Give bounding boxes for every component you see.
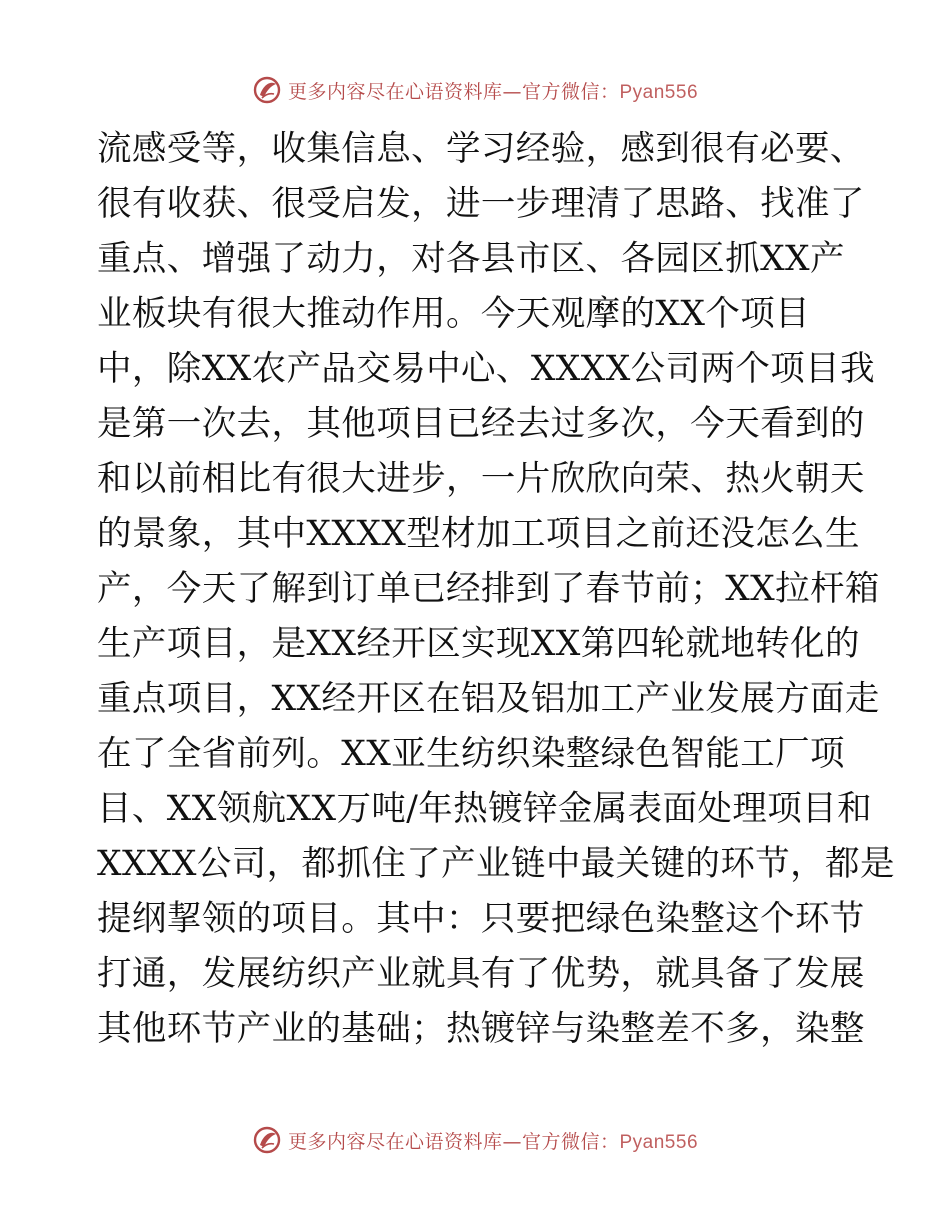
body-line: 业板块有很大推动作用。今天观摩的XX个项目 [97, 294, 811, 334]
body-line: 生产项目，是XX经开区实现XX第四轮就地转化的 [97, 624, 860, 664]
body-line: 重点、增强了动力，对各县市区、各园区抓XX产 [97, 239, 845, 279]
body-line: 的景象，其中XXXX型材加工项目之前还没怎么生 [97, 514, 860, 554]
body-line: 和以前相比有很大进步，一片欣欣向荣、热火朝天 [97, 459, 865, 499]
body-line: 打通，发展纺织产业就具有了优势，就具备了发展 [97, 954, 865, 994]
body-line: 产，今天了解到订单已经排到了春节前；XX拉杆箱 [97, 569, 880, 609]
footer-separator: — [502, 1130, 522, 1153]
header-watermark-banner [0, 70, 950, 110]
red-leaf-swirl-logo-icon [252, 1125, 282, 1155]
footer-watermark-banner [0, 1120, 950, 1160]
body-line: 流感受等，收集信息、学习经验，感到很有必要、 [97, 129, 865, 169]
body-line: 重点项目，XX经开区在铝及铝加工产业发展方面走 [97, 679, 880, 719]
footer-site-name: 更多内容尽在心语资料库 [287, 1130, 503, 1153]
footer-wechat-label: 官方微信： [521, 1130, 620, 1153]
body-line: XXXX公司，都抓住了产业链中最关键的环节，都是 [97, 844, 895, 884]
footer-watermark-text [288, 1127, 698, 1154]
body-line: 目、XX领航XX万吨/年热镀锌金属表面处理项目和 [97, 789, 872, 829]
body-line: 中，除XX农产品交易中心、XXXX公司两个项目我 [97, 349, 875, 389]
body-line: 在了全省前列。XX亚生纺织染整绿色智能工厂项 [97, 734, 845, 774]
header-site-name: 更多内容尽在心语资料库 [287, 80, 503, 103]
header-wechat-label: 官方微信： [521, 80, 620, 103]
header-separator: — [502, 80, 522, 103]
body-line: 是第一次去，其他项目已经去过多次，今天看到的 [97, 404, 865, 444]
body-line: 很有收获、很受启发，进一步理清了思路、找准了 [97, 184, 865, 224]
body-line: 提纲挈领的项目。其中：只要把绿色染整这个环节 [97, 899, 865, 939]
header-watermark-text [288, 77, 698, 104]
document-body [97, 122, 895, 1057]
header-wechat-id: Pyan556 [619, 81, 699, 103]
body-line: 其他环节产业的基础；热镀锌与染整差不多，染整 [97, 1009, 865, 1049]
footer-wechat-id: Pyan556 [619, 1131, 699, 1153]
red-leaf-swirl-logo-icon [252, 75, 282, 105]
